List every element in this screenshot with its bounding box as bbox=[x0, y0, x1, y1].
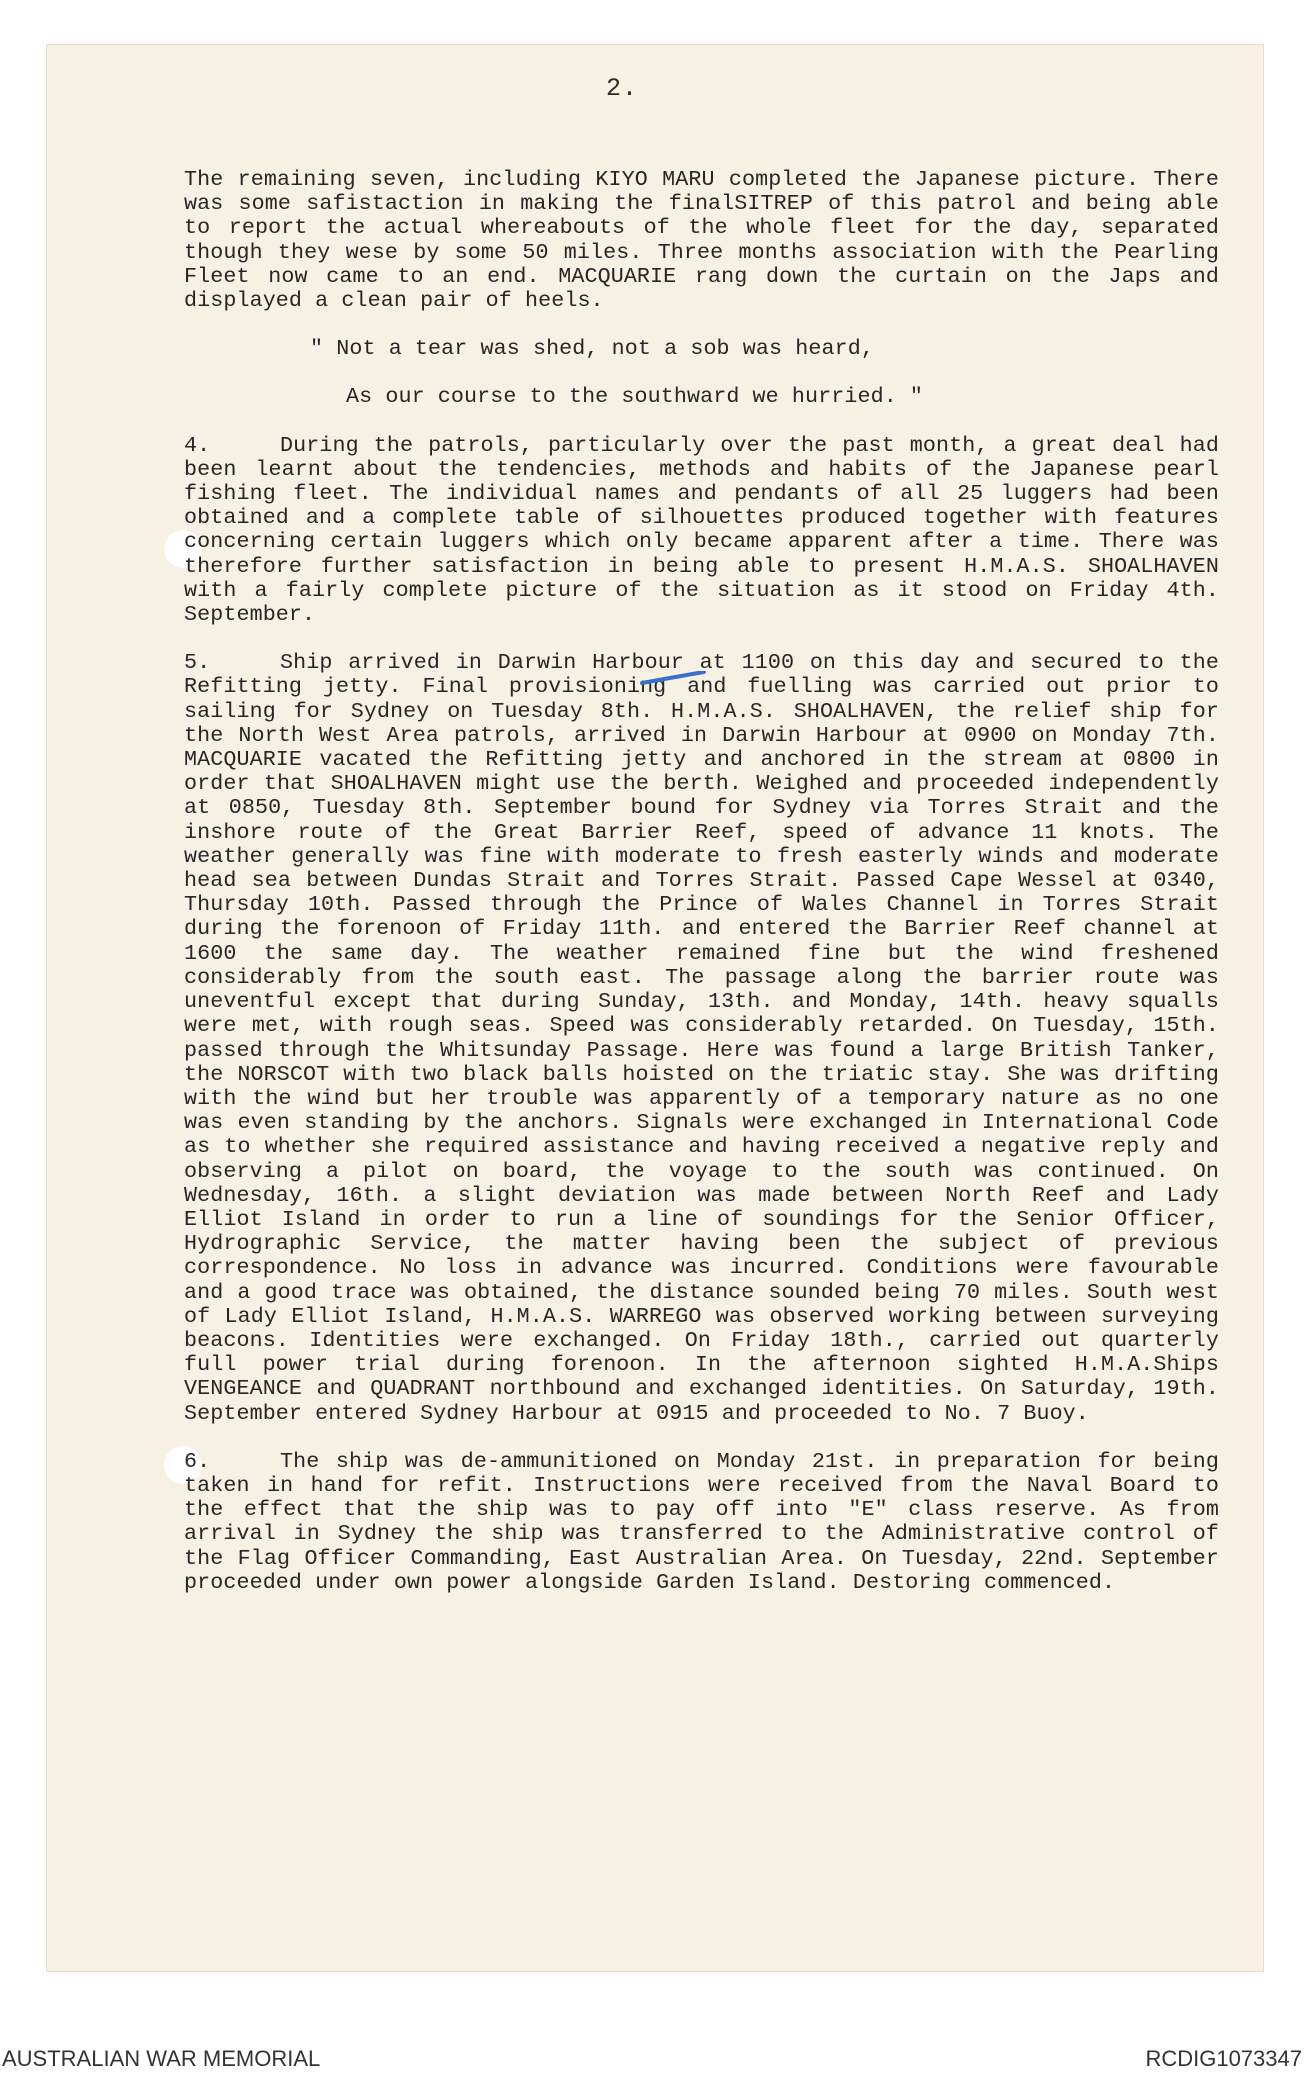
paragraph-text: The remaining seven, including KIYO MARU completed the Japanese picture. There was some safistaction in making the finalSITREP of this patrol and being able to report the actual whereabouts of the whole fleet for the day, separated though they wese by some 50 miles. Three months association with the Pearling Fleet now came to an end. MACQUARIE rang down the curtain on the Japs and displayed a clean pair of heels. bbox=[184, 167, 1219, 314]
paragraph-text: During the patrols, particularly over the past month, a great deal had been learnt about the tendencies, methods and habits of the Japanese pearl fishing fleet. The individual names and pendants of all 25 luggers had been obtained and a complete table of silhouettes produced together with features concerning certain luggers which only became apparent after a time. There was therefore further satisfaction in being able to present H.M.A.S. SHOALHAVEN with a fairly complete picture of the situation as it stood on Friday 4th. September. bbox=[184, 432, 1219, 628]
paragraph-3-continued bbox=[184, 168, 1219, 313]
paragraph-number: 6. bbox=[184, 1448, 211, 1474]
quoted-verse bbox=[184, 337, 1219, 409]
verse-line: As our course to the southward we hurried. " bbox=[346, 384, 924, 410]
page-number: 2. bbox=[606, 74, 639, 103]
footer-record-id: RCDIG1073347 bbox=[1145, 2046, 1302, 2071]
paragraph-4 bbox=[184, 434, 1219, 628]
paragraph-5 bbox=[184, 651, 1219, 1426]
footer bbox=[0, 2042, 1310, 2082]
footer-archive-name: AUSTRALIAN WAR MEMORIAL bbox=[2, 2046, 321, 2071]
paragraph-text: The ship was de-ammunitioned on Monday 21st. in preparation for being taken in hand for refit. Instructions were received from the Naval Board to the effect that the ship was to pay off into "E" class reserve. As from arrival in Sydney the ship was transferred to the Administrative control of the Flag Officer Commanding, East Australian Area. On Tuesday, 22nd. September proceeded under own power alongside Garden Island. Destoring commenced. bbox=[184, 1448, 1219, 1595]
paragraph-6 bbox=[184, 1450, 1219, 1595]
verse-line: " Not a tear was shed, not a sob was heard, bbox=[310, 336, 874, 362]
paragraph-text: Ship arrived in Darwin Harbour at 1100 on this day and secured to the Refitting jetty. Final provisioning and fuelling was carried out prior to sailing for Sydney on Tuesday 8th. H.M.A.S. SHOALHAVEN, the relief ship for the North West Area patrols, arrived in Darwin Harbour at 0900 on Monday 7th. MACQUARIE vacated the Refitting jetty and anchored in the stream at 0800 in order that SHOALHAVEN might use the berth. Weighed and proceeded independently at 0850, Tuesday 8th. September bound for Sydney via Torres Strait and the inshore route of the Great Barrier Reef, speed of advance 11 knots. The weather generally was fine with moderate to fresh easterly winds and moderate head sea between Dundas Strait and Torres Strait. Passed Cape Wessel at 0340, Thursday 10th. Passed through the Prince of Wales Channel in Torres Strait during the forenoon of Friday 11th. and entered the Barrier Reef channel at 1600 the same day. The weather remained fine but the wind freshened considerably from the south east. The passage along the barrier route was uneventful except that during Sunday, 13th. and Monday, 14th. heavy squalls were met, with rough seas. Speed was considerably retarded. On Tuesday, 15th. passed through the Whitsunday Passage. Here was found a large British Tanker, the NORSCOT with two black balls hoisted on the triatic stay. She was drifting with the wind but her trouble was apparently of a temporary nature as no one was even standing by the anchors. Signals were exchanged in International Code as to whether she required assistance and having received a negative reply and observing a pilot on board, the voyage to the south was continued. On Wednesday, 16th. a slight deviation was made between North Reef and Lady Elliot Island in order to run a line of soundings for the Senior Officer, Hydrographic Service, the matter having been the subject of previous correspondence. No loss in advance was incurred. Conditions were favourable and a good trace was obtained, the distance sounded being 70 miles. South west of Lady Elliot Island, H.M.A.S. WARREGO was observed working between surveying beacons. Identities were exchanged. On Friday 18th., carried out quarterly full power trial during forenoon. In the afternoon sighted H.M.A.Ships VENGEANCE and QUADRANT northbound and exchanged identities. On Saturday, 19th. September entered Sydney Harbour at 0915 and proceeded to No. 7 Buoy. bbox=[184, 650, 1219, 1426]
paragraph-number: 4. bbox=[184, 432, 211, 458]
paragraph-number: 5. bbox=[184, 650, 211, 676]
document-body bbox=[184, 168, 1219, 1619]
pen-mark bbox=[640, 671, 706, 685]
document-page bbox=[46, 44, 1264, 1972]
